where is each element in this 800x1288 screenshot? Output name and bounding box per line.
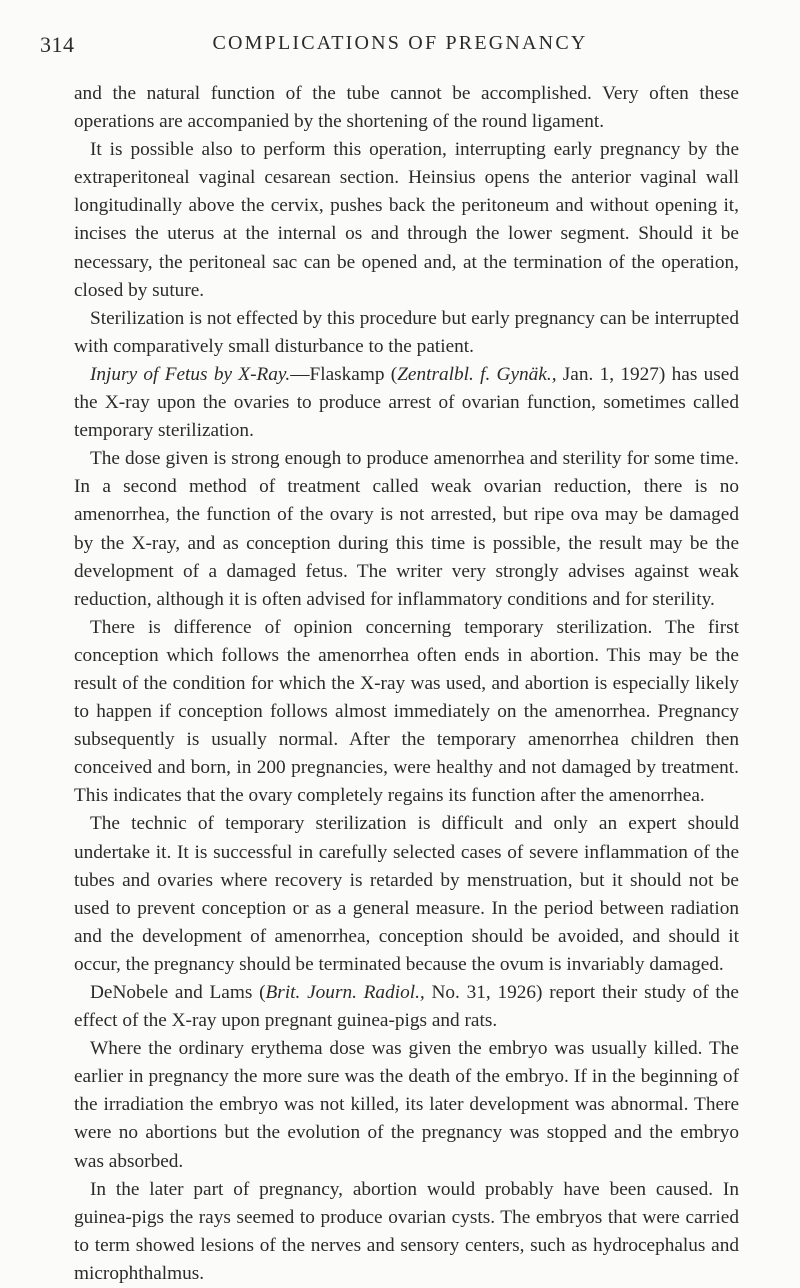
- paragraph-text: —Flaskamp (: [290, 363, 398, 385]
- paragraph-text: Jan. 1, 1927) has used the X-ray upon the ovaries to produce arrest of ovarian function, sometimes called temporary sterilization.: [74, 363, 739, 442]
- paragraph: It is possible also to perform this operation, interrupting early pregnancy by the extraperitoneal vaginal cesarean section. Heinsius opens the anterior vaginal wall longitudinally above the cervix, pushes back the peritoneum and without opening it, incises the uterus at the internal os and through the lower segment. Should it be necessary, the peritoneal sac can be opened and, at the termination of the operation, closed by suture.: [74, 139, 739, 301]
- paragraph: There is difference of opinion concerning temporary sterilization. The first conception which follows the amenorrhea often ends in abortion. This may be the result of the condition for which the X-ray was used, and abortion is especially likely to happen if conception follows almost immediately on the amenorrhea. Pregnancy subsequently is usually normal. After the temporary amenorrhea children then conceived and born, in 200 pregnancies, were healthy and not damaged by treatment. This indicates that the ovary completely regains its function after the amenorrhea.: [74, 616, 739, 807]
- citation-journal: Brit. Journ. Radiol.,: [265, 982, 425, 1003]
- running-head: COMPLICATIONS OF PREGNANCY: [212, 32, 588, 54]
- section-heading: Injury of Fetus by X-Ray.: [90, 363, 291, 385]
- page-header: [40, 32, 760, 66]
- paragraph-continued: and the natural function of the tube cannot be accomplished. Very often these operations are accompanied by the shortening of the round ligament.: [74, 83, 739, 133]
- body-text: [74, 80, 739, 1288]
- paragraph-denobele: [74, 979, 739, 1035]
- paragraph: The dose given is strong enough to produce amenorrhea and sterility for some time. In a second method of treatment called weak ovarian reduction, there is no amenorrhea, the function of the ovary is not arrested, but ripe ova may be damaged by the X-ray, and as conception during this time is possible, the result may be the development of a damaged fetus. The writer very strongly advises against weak reduction, although it is often advised for inflammatory conditions and for sterility.: [74, 448, 739, 610]
- paragraph: Sterilization is not effected by this procedure but early pregnancy can be interrupted with comparatively small disturbance to the patient.: [74, 307, 739, 357]
- paragraph-text: No. 31, 1926) report their study of the effect of the X-ray upon pregnant guinea-pigs and rats.: [74, 982, 739, 1032]
- paragraph: In the later part of pregnancy, abortion would probably have been caused. In guinea-pigs the rays seemed to produce ovarian cysts. The embryos that were carried to term showed lesions of the nerves and sensory centers, such as hydrocephalus and microphthalmus.: [74, 1178, 739, 1284]
- paragraph: Where the ordinary erythema dose was given the embryo was usually killed. The earlier in pregnancy the more sure was the death of the embryo. If in the beginning of the irradiation the embryo was not killed, its later development was abnormal. There were no abortions but the evolution of the pregnancy was stopped and the embryo was absorbed.: [74, 1038, 739, 1172]
- paragraph-text: DeNobele and Lams (: [90, 982, 266, 1003]
- page-number: 314: [40, 32, 75, 57]
- paragraph: The technic of temporary sterilization is difficult and only an expert should undertake it. It is successful in carefully selected cases of severe inflammation of the tubes and ovaries where recovery is retarded by menstruation, but it should not be used to prevent conception or as a general measure. In the period between radiation and the development of amenorrhea, conception should be avoided, and should it occur, the pregnancy should be terminated because the ovum is invariably damaged.: [74, 813, 739, 975]
- citation-journal: Zentralbl. f. Gynäk.,: [397, 363, 557, 385]
- section-paragraph-xray-injury: [74, 361, 739, 445]
